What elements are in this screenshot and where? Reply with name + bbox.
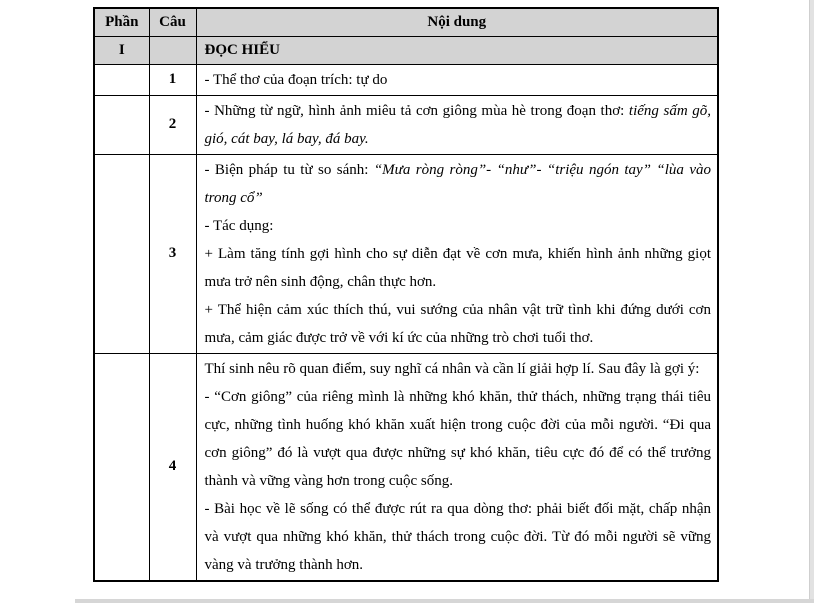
- answer-key-table: [93, 7, 719, 582]
- phan-cell-empty: [94, 353, 149, 581]
- answer-paragraph: [205, 495, 712, 579]
- answer-text: - “Cơn giông” của riêng mình là những khó khăn, thử thách, những trạng thái tiêu cực, những tình huống khó khăn xuất hiện trong cuộc đời của mỗi người. “Đi qua cơn giông” đó là vượt qua được những sự khó khăn, tiêu cực đó để có thể trưởng thành và vững vàng hơn trong cuộc sống.: [204, 388, 711, 489]
- answer-paragraph: [205, 66, 712, 94]
- section-cau-empty: [149, 36, 196, 64]
- answer-text: - Tác dụng:: [204, 217, 274, 234]
- answer-content-cell: [196, 64, 718, 95]
- table-row: [94, 95, 718, 154]
- answer-content-cell: [196, 95, 718, 154]
- answer-text: - Biện pháp tu từ so sánh:: [204, 161, 374, 178]
- answer-content-cell: [196, 353, 718, 581]
- answer-text: Thí sinh nêu rõ quan điểm, suy nghĩ cá nhân và cần lí giải hợp lí. Sau đây là gợi ý:: [204, 360, 700, 377]
- answer-text: + Thể hiện cảm xúc thích thú, vui sướng của nhân vật trữ tình khi đứng dưới cơn mưa, cảm giác được trở về với kí ức của những trò chơi tuổi thơ.: [204, 301, 711, 346]
- answer-text: - Bài học về lẽ sống có thể được rút ra qua dòng thơ: phải biết đối mặt, chấp nhận và vượt qua những khó khăn, thử thách trong cuộc đời. Từ đó mỗi người sẽ vững vàng và trưởng thành hơn.: [204, 500, 711, 573]
- table-row: [94, 64, 718, 95]
- answer-paragraph: [205, 296, 712, 352]
- column-header-cau: Câu: [149, 8, 196, 36]
- phan-cell-empty: [94, 154, 149, 353]
- answer-paragraph: [205, 383, 712, 495]
- vertical-scrollbar[interactable]: [809, 0, 814, 603]
- answer-text: - Những từ ngữ, hình ảnh miêu tả cơn giông mùa hè trong đoạn thơ:: [204, 102, 629, 119]
- answer-content-cell: [196, 154, 718, 353]
- answer-text-italic: “Mưa ròng ròng”- “như”- “triệu ngón tay” “lùa vào trong cổ”: [204, 161, 712, 206]
- answer-paragraph: [205, 240, 712, 296]
- answer-paragraph: [205, 97, 712, 153]
- answer-text-italic: tiếng sấm gõ, gió, cát bay, lá bay, đá bay.: [204, 102, 711, 147]
- table-row: [94, 353, 718, 581]
- question-number: 2: [149, 95, 196, 154]
- question-number: 1: [149, 64, 196, 95]
- question-number: 4: [149, 353, 196, 581]
- bottom-edge-strip: [75, 599, 814, 603]
- question-number: 3: [149, 154, 196, 353]
- answer-text: + Làm tăng tính gợi hình cho sự diễn đạt về cơn mưa, khiến hình ảnh những giọt mưa trở nên sinh động, chân thực hơn.: [204, 245, 711, 290]
- phan-cell-empty: [94, 64, 149, 95]
- table-row: [94, 154, 718, 353]
- column-header-phan: Phần: [94, 8, 149, 36]
- column-header-noidung: Nội dung: [196, 8, 718, 36]
- section-title: ĐỌC HIỂU: [196, 36, 718, 64]
- answer-paragraph: [205, 212, 712, 240]
- section-phan: I: [94, 36, 149, 64]
- phan-cell-empty: [94, 95, 149, 154]
- answer-paragraph: [205, 156, 712, 212]
- section-row: [94, 36, 718, 64]
- answer-paragraph: [205, 355, 712, 383]
- answer-text: - Thể thơ của đoạn trích: tự do: [204, 71, 388, 88]
- table-header-row: [94, 8, 718, 36]
